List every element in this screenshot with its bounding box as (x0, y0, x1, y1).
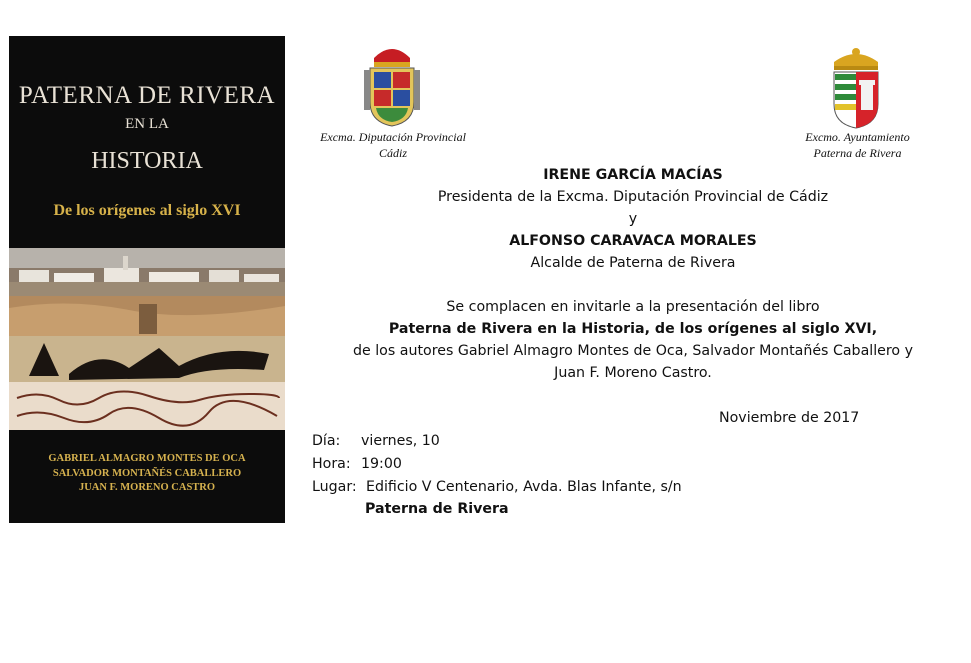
diputacion-caption-line2: Cádiz (378, 146, 407, 160)
time-value: 19:00 (361, 456, 402, 472)
ayuntamiento-caption-line2: Paterna de Rivera (813, 146, 902, 160)
place-value: Edificio V Centenario, Avda. Blas Infante, s/n (366, 479, 682, 495)
cover-author-1: GABRIEL ALMAGRO MONTES DE OCA (48, 453, 246, 464)
invitation-intro: Se complacen en invitarle a la presentación del libro (446, 299, 820, 315)
cover-title-line1: PATERNA DE RIVERA (18, 82, 276, 109)
town-name: Paterna de Rivera (365, 501, 509, 517)
day-label: Día: (312, 433, 341, 449)
day-value: viernes, 10 (361, 433, 440, 449)
diputacion-caption (308, 129, 478, 161)
book-title: Paterna de Rivera en la Historia, de los orígenes al siglo XVI, (388, 321, 878, 337)
ayuntamiento-caption-line1: Excmo. Ayuntamiento (805, 130, 910, 144)
cover-authors (9, 452, 285, 496)
ayuntamiento-coat-of-arms-icon (828, 44, 884, 130)
host2-role: Alcalde de Paterna de Rivera (530, 255, 736, 271)
place-label: Lugar: (312, 479, 357, 495)
cover-title-line3: HISTORIA (91, 148, 203, 174)
diputacion-caption-line1: Excma. Diputación Provincial (320, 130, 466, 144)
book-cover (9, 36, 285, 523)
host1-role: Presidenta de la Excma. Diputación Provincial de Cádiz (437, 189, 829, 205)
ayuntamiento-caption (790, 129, 925, 161)
cover-illustration (9, 248, 285, 430)
diputacion-coat-of-arms-icon (360, 40, 424, 130)
cover-author-2: SALVADOR MONTAÑÉS CABALLERO (52, 467, 242, 479)
host2-name: ALFONSO CARAVACA MORALES (509, 233, 757, 249)
cover-title-line2: EN LA (125, 116, 169, 132)
authors-line2: Juan F. Moreno Castro. (554, 365, 712, 381)
cover-author-3: JUAN F. MORENO CASTRO (78, 482, 216, 493)
authors-line1: de los autores Gabriel Almagro Montes de Oca, Salvador Montañés Caballero y (353, 343, 913, 359)
cover-subtitle: De los orígenes al siglo XVI (53, 202, 241, 219)
invitation-date: Noviembre de 2017 (719, 410, 860, 426)
conjunction: y (628, 211, 638, 227)
time-label: Hora: (312, 456, 351, 472)
host1-name: IRENE GARCÍA MACÍAS (543, 167, 723, 183)
